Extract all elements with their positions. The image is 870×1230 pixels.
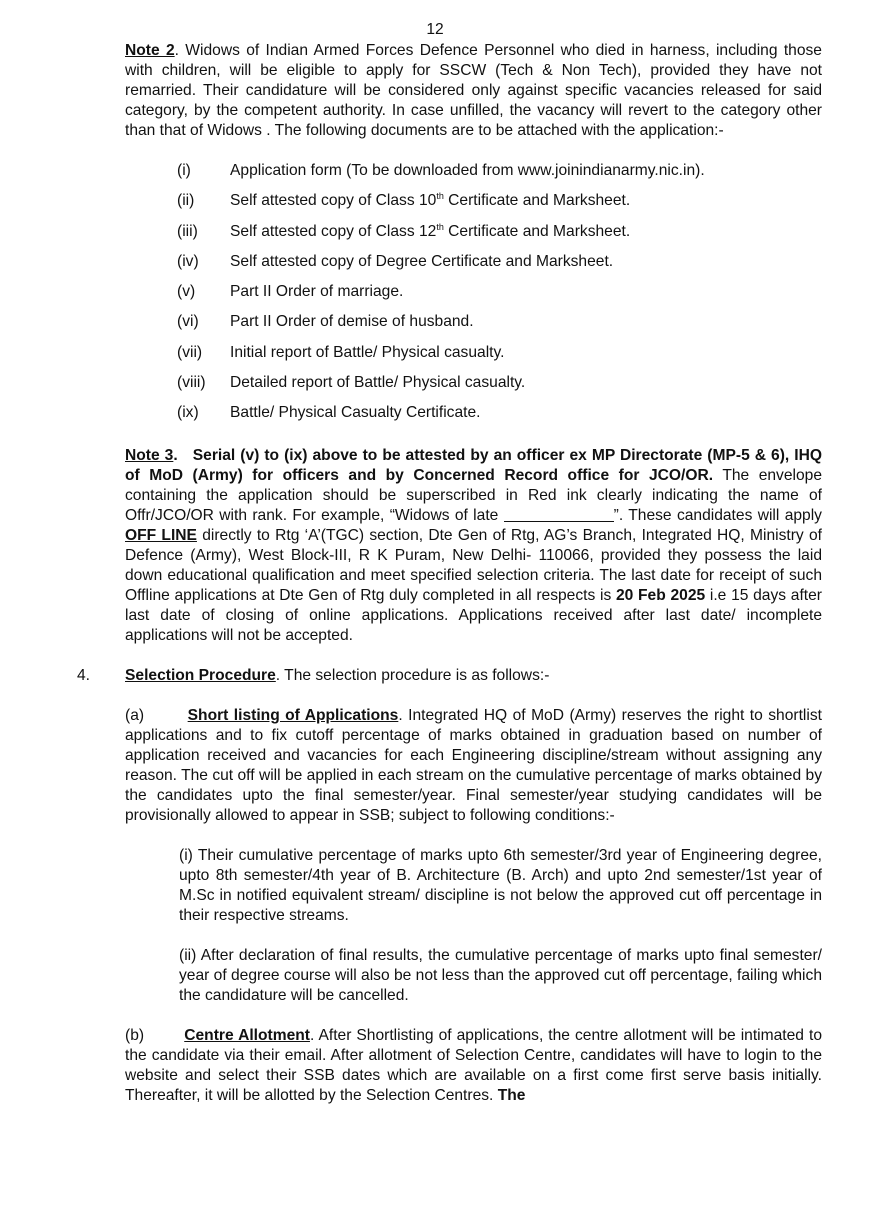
document-body	[77, 41, 823, 1106]
list-item-number: (ii)	[177, 192, 195, 210]
subsection-a: (a) Short listing of Applications. Integrated HQ of MoD (Army) reserves the right to shortlist applications and to fix cutoff percentage of marks obtained in graduation based on number of application received and vacancies for each Engineering discipline/stream without assigning any reason. The cut off will be applied in each stream on the cumulative percentage of marks obtained by the candidates upto the final semester/year. Final semester/year studying candidates will be provisionally allowed to appear in SSB; subject to following conditions:-	[125, 706, 822, 824]
list-item-number: (i)	[177, 162, 191, 179]
condition-i: (i) Their cumulative percentage of marks upto 6th semester/3rd year of Engineering degree, upto 8th semester/4th year of B. Architecture (B. Arch) and upto 2nd semester/1st year of M.Sc in notified equivalent stream/ discipline is not below the approved cut off percentage in their respective streams.	[179, 846, 822, 924]
section-title: Selection Procedure	[125, 666, 276, 684]
blank-line	[504, 507, 614, 522]
list-item	[177, 222, 822, 252]
offline-emphasis: OFF LINE	[125, 526, 197, 544]
list-item-text: Initial report of Battle/ Physical casualty.	[230, 343, 505, 361]
list-item-text: Detailed report of Battle/ Physical casualty.	[230, 374, 526, 392]
note-3-bold-text: Serial (v) to (ix) above to be attested by an officer ex MP Directorate (MP-5 & 6), IHQ of MoD (Army) for officers and by Concerned Record office for JCO/OR.	[125, 446, 822, 484]
list-item	[177, 312, 822, 342]
list-item	[177, 191, 822, 221]
list-item-number: (viii)	[177, 374, 206, 392]
subsection-a-title: Short listing of Applications	[187, 706, 399, 724]
list-item	[177, 403, 822, 433]
list-item-text: Self attested copy of Class 10th Certificate and Marksheet.	[230, 191, 631, 210]
note-2-paragraph	[125, 41, 822, 141]
note-2-text: . Widows of Indian Armed Forces Defence Personnel who died in harness, including those with children, will be eligible to apply for SSCW (Tech & Non Tech), provided they have not remarried. Their candidature will be considered only against specific vacancies released for said category, by the competent authority. In case unfilled, the vacancy will revert to the category other than that of Widows . The following documents are to be attached with the application:-	[125, 42, 822, 139]
list-item-text: Battle/ Physical Casualty Certificate.	[230, 404, 481, 422]
list-item	[177, 282, 822, 312]
documents-list	[177, 161, 822, 434]
list-item-number: (v)	[177, 283, 196, 301]
list-item-number: (vi)	[177, 313, 199, 331]
list-item	[177, 161, 822, 191]
last-date: 20 Feb 2025	[615, 586, 706, 604]
list-item-text: Self attested copy of Class 12th Certificate and Marksheet.	[230, 221, 631, 240]
note-3-label: Note 3	[125, 446, 174, 464]
list-item	[177, 373, 822, 403]
condition-ii: (ii) After declaration of final results, the cumulative percentage of marks upto final semester/ year of degree course will also be not less than the approved cut off percentage, failing which the candidature will be cancelled.	[179, 946, 822, 1004]
section-4	[77, 666, 822, 1106]
subsection-b-title: Centre Allotment	[184, 1026, 310, 1044]
section-4-heading: Selection Procedure. The selection procedure is as follows:-	[125, 666, 550, 684]
list-item-text: Application form (To be downloaded from www.joinindianarmy.nic.in).	[230, 162, 705, 179]
list-item-text: Part II Order of demise of husband.	[230, 313, 474, 331]
list-item-number: (iv)	[177, 252, 199, 270]
list-item-number: (ix)	[177, 404, 199, 422]
list-item-number: (iii)	[177, 222, 198, 240]
note-2-label: Note 2	[125, 42, 175, 59]
list-item-text: Self attested copy of Degree Certificate and Marksheet.	[230, 252, 614, 270]
list-item-text: Part II Order of marriage.	[230, 283, 404, 301]
note-3-paragraph: Note 3. Serial (v) to (ix) above to be attested by an officer ex MP Directorate (MP-5 & 6), IHQ of MoD (Army) for officers and by Concerned Record office for JCO/OR. The envelope containing the application should be superscribed in Red ink clearly indicating the name of Offr/JCO/OR with rank. For example, “Widows of late ”. These candidates will apply OFF LINE directly to Rtg ‘A’(TGC) section, Dte Gen of Rtg, AG’s Branch, Integrated HQ, Ministry of Defence (Army), West Block-III, R K Puram, New Delhi- 110066, provided they possess the laid down educational qualification and meet specified selection criteria. The last date for receipt of such Offline applications at Dte Gen of Rtg duly completed in all respects is 20 Feb 2025 i.e 15 days after last date of closing of online applications. Applications received after last date/ incomplete applications will not be accepted.	[125, 446, 823, 644]
subsection-b: (b) Centre Allotment. After Shortlisting of applications, the centre allotment will be intimated to the candidate via their email. After allotment of Selection Centre, candidates will have to login to the website and select their SSB dates which are available on a first come first serve basis initially. Thereafter, it will be allotted by the Selection Centres. The	[125, 1026, 822, 1104]
list-item	[177, 343, 822, 373]
section-number: 4.	[77, 666, 91, 684]
list-item	[177, 252, 822, 282]
list-item-number: (vii)	[177, 343, 203, 361]
page-number: 12	[426, 21, 444, 38]
